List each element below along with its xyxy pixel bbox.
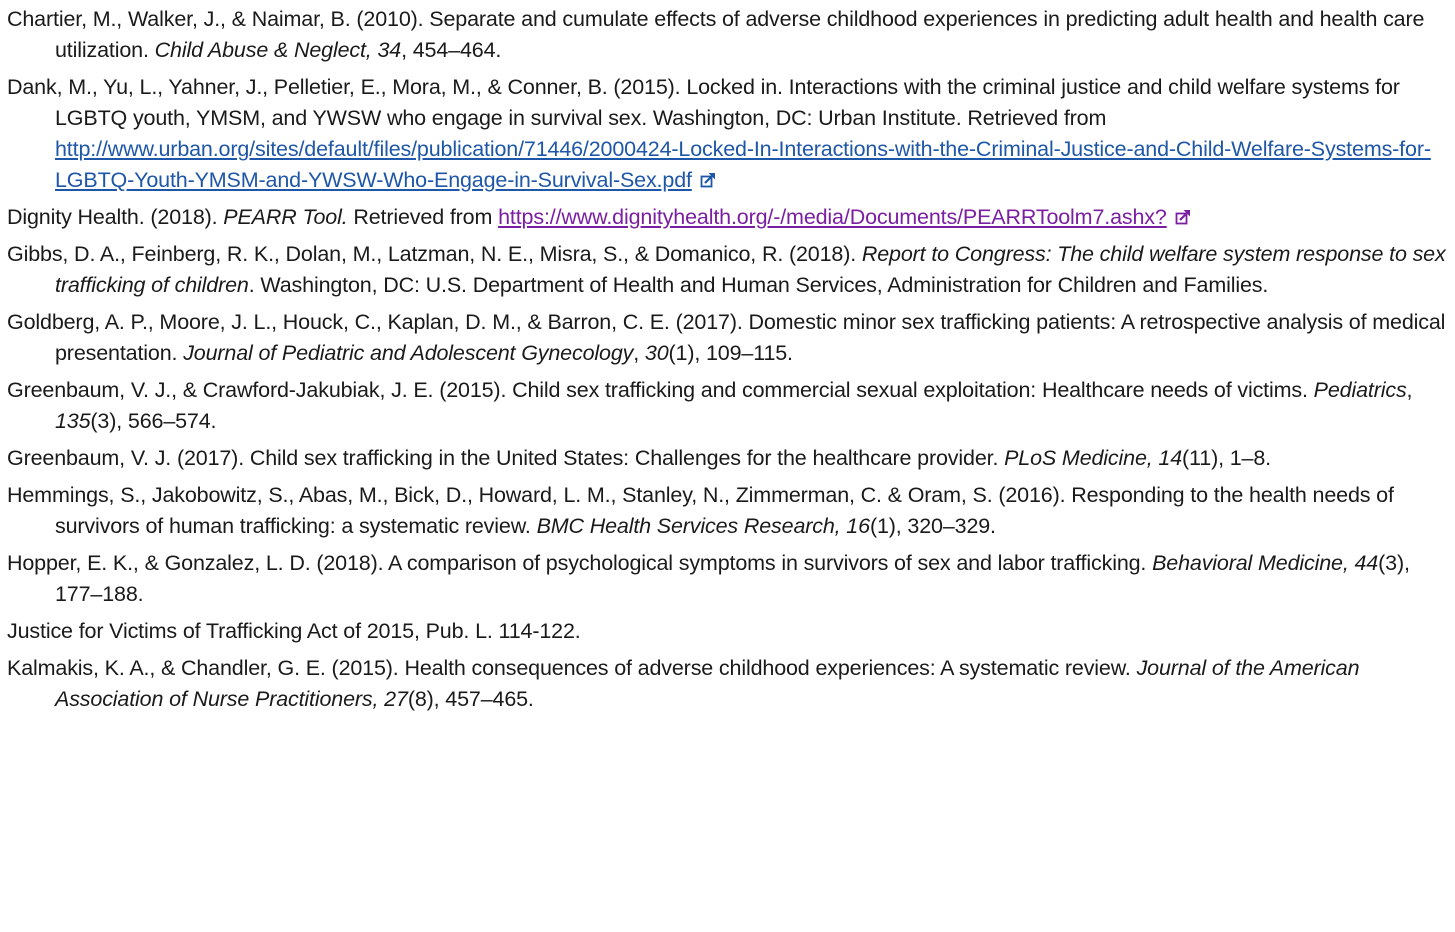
external-link-icon[interactable] <box>1175 209 1191 225</box>
reference-italic-text: PLoS Medicine, 14 <box>1004 446 1183 470</box>
reference-italic-text: Journal of the American Association of Nurse Practitioners, 27 <box>55 656 1360 711</box>
reference-text: (11), 1–8. <box>1182 446 1271 470</box>
reference-entry <box>7 72 1451 196</box>
reference-italic-text: Child Abuse & Neglect, 34 <box>154 38 402 62</box>
external-link-icon[interactable] <box>700 172 716 188</box>
reference-italic-text: Report to Congress: The child welfare system response to sex trafficking of children <box>55 242 1446 297</box>
reference-entry <box>7 239 1451 301</box>
reference-text: Justice for Victims of Trafficking Act of 2015, Pub. L. 114-122. <box>7 619 581 643</box>
reference-text: , <box>1406 378 1413 402</box>
reference-text: Dignity Health. (2018). <box>7 205 224 229</box>
reference-italic-text: 135 <box>55 409 91 433</box>
reference-text: Hemmings, S., Jakobowitz, S., Abas, M., Bick, D., Howard, L. M., Stanley, N., Zimmerman, C. & Oram, S. (2016). Responding to the health needs of survivors of human trafficking: a systematic review. <box>7 483 1394 538</box>
reference-text: Gibbs, D. A., Feinberg, R. K., Dolan, M., Latzman, N. E., Misra, S., & Domanico, R. (2018). <box>7 242 862 266</box>
reference-italic-text: Journal of Pediatric and Adolescent Gynecology <box>183 341 634 365</box>
reference-text: Hopper, E. K., & Gonzalez, L. D. (2018). A comparison of psychological symptoms in survivors of sex and labor trafficking. <box>7 551 1153 575</box>
reference-entry <box>7 443 1451 474</box>
reference-text: Chartier, M., Walker, J., & Naimar, B. (2010). Separate and cumulate effects of adverse childhood experiences in predicting adult health and health care utilization. <box>7 7 1425 62</box>
reference-text: Kalmakis, K. A., & Chandler, G. E. (2015). Health consequences of adverse childhood experiences: A systematic review. <box>7 656 1137 680</box>
reference-text: , <box>633 341 645 365</box>
reference-entry <box>7 307 1451 369</box>
reference-text: Greenbaum, V. J. (2017). Child sex trafficking in the United States: Challenges for the healthcare provider. <box>7 446 1005 470</box>
reference-text: (3), 566–574. <box>90 409 217 433</box>
reference-italic-text: PEARR Tool. <box>223 205 348 229</box>
reference-entry <box>7 375 1451 437</box>
reference-text: . Washington, DC: U.S. Department of Health and Human Services, Administration for Children and Families. <box>248 273 1269 297</box>
reference-text: Retrieved from <box>347 205 499 229</box>
reference-italic-text: 30 <box>644 341 669 365</box>
reference-link[interactable]: https://www.dignityhealth.org/-/media/Documents/PEARRToolm7.ashx? <box>498 205 1167 229</box>
reference-entry <box>7 653 1451 715</box>
reference-italic-text: Behavioral Medicine, 44 <box>1152 551 1379 575</box>
reference-text: Goldberg, A. P., Moore, J. L., Houck, C., Kaplan, D. M., & Barron, C. E. (2017). Domestic minor sex trafficking patients: A retrospective analysis of medical presentation. <box>7 310 1446 365</box>
reference-entry <box>7 202 1451 233</box>
reference-list <box>7 4 1451 721</box>
reference-text: (8), 457–465. <box>407 687 534 711</box>
reference-text: (1), 109–115. <box>668 341 793 365</box>
reference-entry <box>7 616 1451 647</box>
reference-entry <box>7 4 1451 66</box>
reference-text: (3), 177–188. <box>55 551 1410 606</box>
reference-text: , 454–464. <box>401 38 502 62</box>
reference-link[interactable]: http://www.urban.org/sites/default/files/publication/71446/2000424-Locked-In-Interactions-with-the-Criminal-Justice-and-Child-Welfare-Systems-for-LGBTQ-Youth-YMSM-and-YWSW-Who-Engage-in-Survival-Sex.pdf <box>55 137 1431 192</box>
reference-italic-text: Pediatrics <box>1313 378 1407 402</box>
reference-text: (1), 320–329. <box>869 514 996 538</box>
reference-italic-text: BMC Health Services Research, 16 <box>536 514 870 538</box>
reference-text: Greenbaum, V. J., & Crawford-Jakubiak, J. E. (2015). Child sex trafficking and commercial sexual exploitation: Healthcare needs of victims. <box>7 378 1314 402</box>
reference-text: Dank, M., Yu, L., Yahner, J., Pelletier, E., Mora, M., & Conner, B. (2015). Locked in. Interactions with the criminal justice and child welfare systems for LGBTQ youth, YMSM, and YWSW who engage in survival sex. Washington, DC: Urban Institute. Retrieved from <box>7 75 1400 130</box>
reference-entry <box>7 548 1451 610</box>
reference-entry <box>7 480 1451 542</box>
